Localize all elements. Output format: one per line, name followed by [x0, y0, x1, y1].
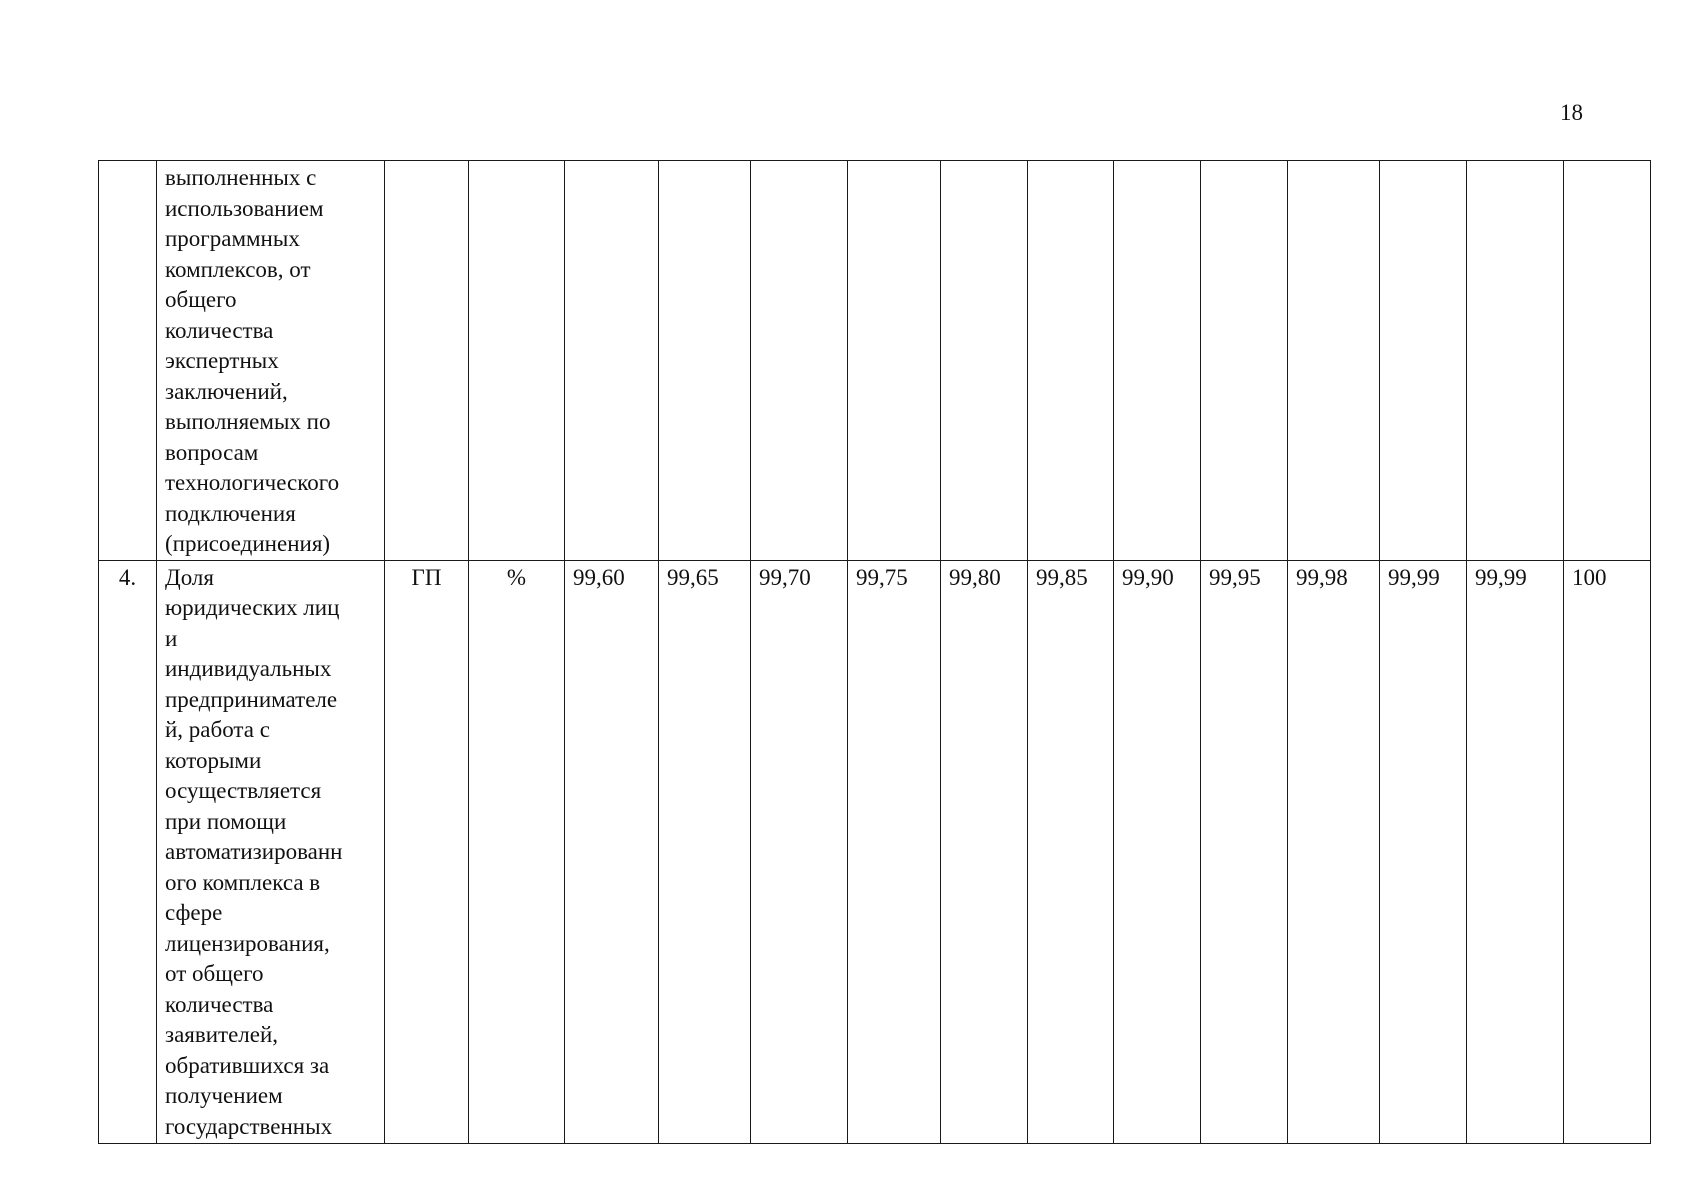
- indicator-name-cell: [157, 161, 385, 561]
- indicator-name-cell: [157, 560, 385, 1143]
- value-cell: [1288, 161, 1380, 561]
- value-cell: [1564, 161, 1651, 561]
- value-cell: 99,99: [1380, 560, 1467, 1143]
- unit-cell: %: [469, 560, 565, 1143]
- row-number-cell: [99, 161, 157, 561]
- value-cell: [1028, 161, 1114, 561]
- value-cell: 100: [1564, 560, 1651, 1143]
- table-row: [99, 560, 1651, 1143]
- table-row: [99, 161, 1651, 561]
- value-cell: [848, 161, 941, 561]
- value-cell: [1201, 161, 1288, 561]
- value-cell: [565, 161, 659, 561]
- indicator-name-text: Доля юридических лиц и индивидуальных предпринимателе й, работа с которыми осуществляется при помощи автоматизированн ого комплекса в сфере лицензирования, от общего количества заявителей, обратившихся за получением государственных: [165, 564, 343, 1139]
- value-cell: 99,65: [659, 560, 751, 1143]
- value-cell: [659, 161, 751, 561]
- value-cell: 99,80: [941, 560, 1028, 1143]
- indicators-table: [98, 160, 1651, 1144]
- unit-cell: [469, 161, 565, 561]
- value-cell: 99,90: [1114, 560, 1201, 1143]
- indicator-type-cell: ГП: [385, 560, 469, 1143]
- value-cell: 99,95: [1201, 560, 1288, 1143]
- value-cell: [941, 161, 1028, 561]
- indicator-type-cell: [385, 161, 469, 561]
- value-cell: 99,70: [751, 560, 848, 1143]
- indicator-name-text: выполненных с использованием программных комплексов, от общего количества экспертных заключений, выполняемых по вопросам технологического подключения (присоединения): [165, 165, 340, 556]
- value-cell: 99,85: [1028, 560, 1114, 1143]
- row-number-cell: 4.: [99, 560, 157, 1143]
- value-cell: 99,99: [1467, 560, 1564, 1143]
- value-cell: [1380, 161, 1467, 561]
- page-number: 18: [1560, 100, 1583, 125]
- value-cell: [1467, 161, 1564, 561]
- value-cell: 99,60: [565, 560, 659, 1143]
- value-cell: [1114, 161, 1201, 561]
- value-cell: 99,75: [848, 560, 941, 1143]
- value-cell: [751, 161, 848, 561]
- value-cell: 99,98: [1288, 560, 1380, 1143]
